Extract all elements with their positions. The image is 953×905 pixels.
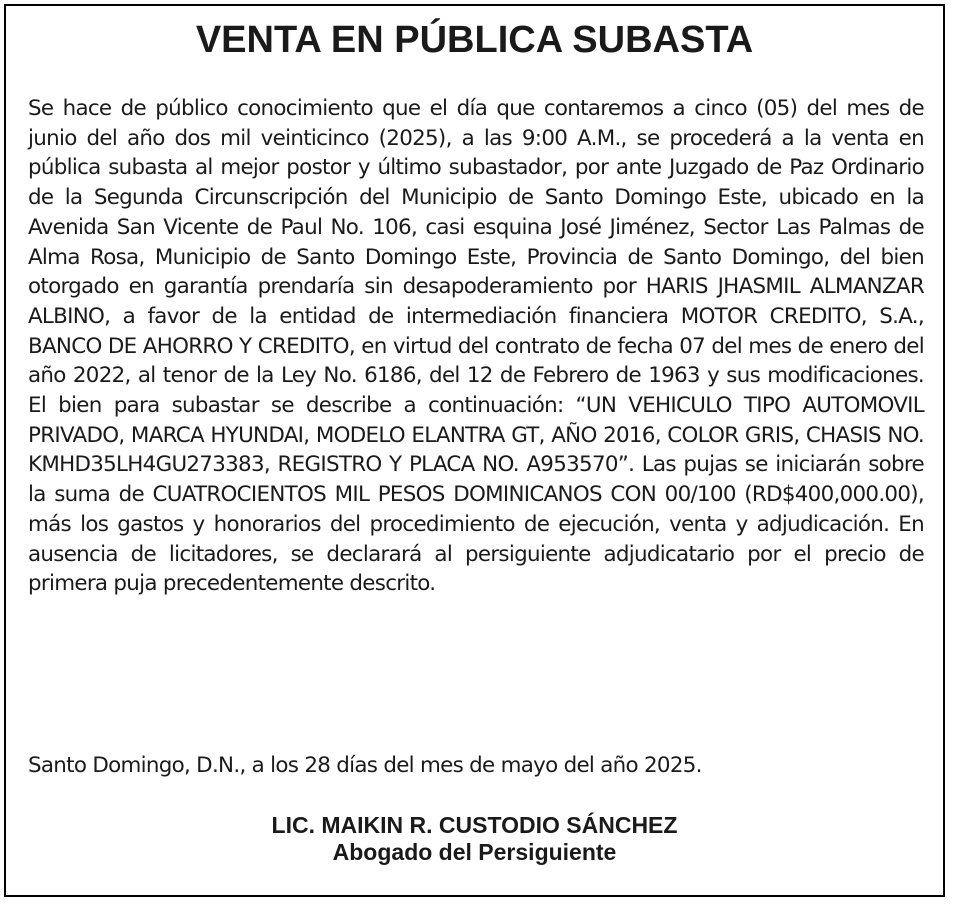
auction-notice bbox=[4, 4, 945, 897]
notice-title: VENTA EN PÚBLICA SUBASTA bbox=[195, 19, 754, 61]
notice-body: Se hace de público conocimiento que el día que contaremos a cinco (05) del mes de junio del año dos mil veinticinco (2025), a las 9:00 A.M., se procederá a la venta en pública subasta al mejor postor y último subastador, por ante Juzgado de Paz Ordinario de la Segunda Circunscripción del Municipio de Santo Domingo Este, ubicado en la Avenida San Vicente de Paul No. 106, casi esquina José Jiménez, Sector Las Palmas de Alma Rosa, Municipio de Santo Domingo Este, Provincia de Santo Domingo, del bien otorgado en garantía prendaría sin desapoderamiento por HARIS JHASMIL ALMANZAR ALBINO, a favor de la entidad de intermediación financiera MOTOR CREDITO, S.A., BANCO DE AHORRO Y CREDITO, en virtud del contrato de fecha 07 del mes de enero del año 2022, al tenor de la Ley No. 6186, del 12 de Febrero de 1963 y sus modificaciones. El bien para subastar se describe a continuación: “UN VEHICULO TIPO AUTOMOVIL PRIVADO, MARCA HYUNDAI, MODELO ELANTRA GT, AÑO 2016, COLOR GRIS, CHASIS NO. KMHD35LH4GU273383, REGISTRO Y PLACA NO. A953570”. Las pujas se iniciarán sobre la suma de CUATROCIENTOS MIL PESOS DOMINICANOS CON 00/100 (RD$400,000.00), más los gastos y honorarios del procedimiento de ejecución, venta y adjudicación. En ausencia de licitadores, se declarará al persiguiente adjudicatario por el precio de primera puja precedentemente descrito. bbox=[28, 96, 924, 597]
signer-name: LIC. MAIKIN R. CUSTODIO SÁNCHEZ bbox=[271, 812, 678, 838]
notice-closing-date: Santo Domingo, D.N., a los 28 días del mes de mayo del año 2025. bbox=[28, 753, 702, 778]
signer-role: Abogado del Persiguiente bbox=[332, 839, 617, 865]
